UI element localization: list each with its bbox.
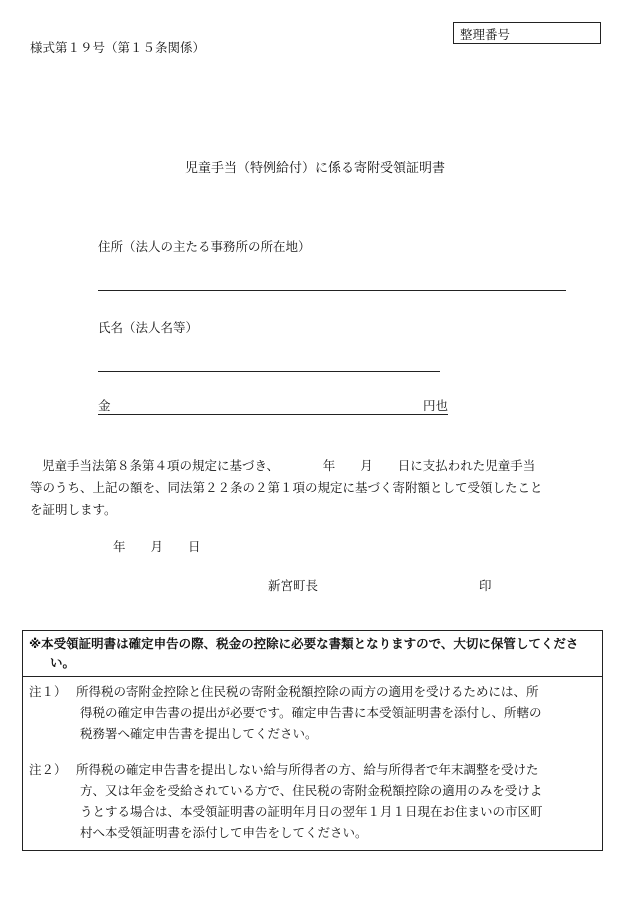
statement-line-2: 等のうち、上記の額を、同法第２２条の２第１項の規定に基づく寄附額として受領したこと	[30, 480, 543, 495]
note-2-line-4: 村へ本受領証明書を添付して申告をしてください。	[80, 825, 368, 840]
note-1	[29, 681, 597, 744]
statement-line-3: を証明します。	[30, 502, 117, 517]
notice-headline-line-2: い。	[50, 655, 76, 670]
statement-line-1: 児童手当法第８条第４項の規定に基づき、 年 月 日に支払われた児童手当	[42, 458, 536, 473]
note-2-tag: 注２）	[29, 762, 67, 777]
note-2	[29, 759, 597, 843]
amount-prefix: 金	[98, 398, 111, 413]
address-label: 住所（法人の主たる事務所の所在地）	[98, 239, 311, 254]
notice-headline-line-1: ※本受領証明書は確定申告の際、税金の控除に必要な書類となりますので、大切に保管してくださ	[29, 636, 579, 651]
note-2-line-1: 所得税の確定申告書を提出しない給与所得者の方、給与所得者で年末調整を受けた	[76, 762, 539, 777]
name-field-line[interactable]	[98, 371, 440, 372]
certification-statement	[30, 455, 605, 521]
reference-number-box[interactable]	[453, 22, 601, 44]
reference-number-label: 整理番号	[460, 27, 511, 42]
issue-date: 年 月 日	[113, 539, 201, 554]
form-number: 様式第１９号（第１５条関係）	[30, 40, 206, 55]
notice-headline	[23, 631, 602, 677]
note-1-tag: 注１）	[29, 684, 67, 699]
address-field-line[interactable]	[98, 290, 566, 291]
issuer-name: 新宮町長	[268, 578, 319, 593]
amount-suffix: 円也	[422, 398, 448, 413]
note-1-line-3: 税務署へ確定申告書を提出してください。	[80, 726, 318, 741]
note-1-line-2: 得税の確定申告書の提出が必要です。確定申告書に本受領証明書を添付し、所轄の	[80, 705, 542, 720]
document-title: 児童手当（特例給付）に係る寄附受領証明書	[184, 161, 445, 176]
name-label: 氏名（法人名等）	[98, 320, 199, 335]
note-2-line-3: うとする場合は、本受領証明書の証明年月日の翌年１月１日現在お住まいの市区町	[80, 804, 543, 819]
note-2-line-2: 方、又は年金を受給されている方で、住民税の寄附金税額控除の適用のみを受けよ	[80, 783, 543, 798]
amount-field[interactable]	[98, 396, 448, 415]
notice-box	[22, 630, 603, 851]
note-1-line-1: 所得税の寄附金控除と住民税の寄附金税額控除の両方の適用を受けるためには、所	[76, 684, 539, 699]
seal-mark: 印	[479, 578, 492, 593]
